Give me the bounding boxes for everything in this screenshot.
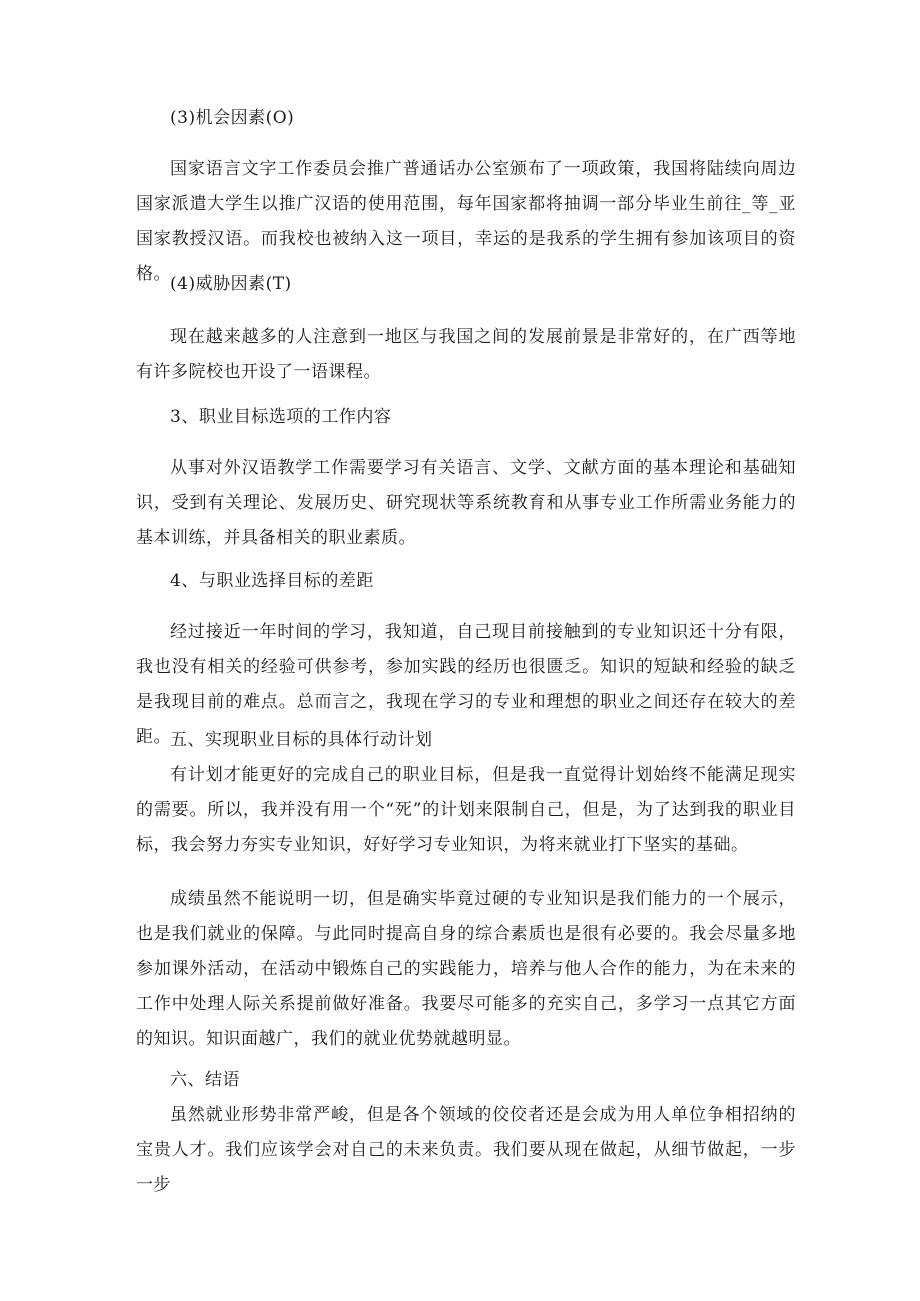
paragraph-conclusion: 虽然就业形势非常严峻，但是各个领域的佼佼者还是会成为用人单位争相招纳的宝贵人才。我们应该学会对自己的未来负责。我们要从现在做起，从细节做起，一步一步 bbox=[136, 1105, 796, 1195]
section-heading-threat: (4)威胁因素(T) bbox=[170, 274, 292, 294]
paragraph-opportunity: 国家语言文字工作委员会推广普通话办公室颁布了一项政策，我国将陆续向周边国家派遣大学生以推广汉语的使用范围，每年国家都将抽调一部分毕业生前往_等_亚国家教授汉语。而我校也被纳入这一项目，幸运的是我系的学生拥有参加该项目的资格。 bbox=[136, 159, 796, 284]
section-heading-gap: 4、与职业选择目标的差距 bbox=[170, 571, 374, 591]
section-heading-conclusion: 六、结语 bbox=[170, 1070, 240, 1090]
paragraph-action-plan: 有计划才能更好的完成自己的职业目标，但是我一直觉得计划始终不能满足现实的需要。所以，我并没有用一个“死”的计划来限制自己，但是，为了达到我的职业目标，我会努力夯实专业知识，好好学习专业知识，为将来就业打下坚实的基础。 bbox=[136, 765, 796, 855]
section-heading-action-plan: 五、实现职业目标的具体行动计划 bbox=[170, 730, 433, 750]
paragraph-grades: 成绩虽然不能说明一切，但是确实毕竟过硬的专业知识是我们能力的一个展示，也是我们就业的保障。与此同时提高自身的综合素质也是很有必要的。我会尽量多地参加课外活动，在活动中锻炼自己的实践能力，培养与他人合作的能力，为在未来的工作中处理人际关系提前做好准备。我要尽可能多的充实自己，多学习一点其它方面的知识。知识面越广，我们的就业优势就越明显。 bbox=[136, 889, 796, 1049]
section-heading-job-content: 3、职业目标选项的工作内容 bbox=[170, 407, 392, 427]
section-heading-opportunity: (3)机会因素(O) bbox=[170, 108, 295, 128]
paragraph-gap: 经过接近一年时间的学习，我知道，自己现目前接触到的专业知识还十分有限，我也没有相关的经验可供参考，参加实践的经历也很匮乏。知识的短缺和经验的缺乏是我现目前的难点。总而言之，我现在学习的专业和理想的职业之间还存在较大的差距。 bbox=[136, 622, 796, 747]
paragraph-job-content: 从事对外汉语教学工作需要学习有关语言、文学、文献方面的基本理论和基础知识，受到有关理论、发展历史、研究现状等系统教育和从事专业工作所需业务能力的基本训练，并具备相关的职业素质。 bbox=[136, 458, 796, 548]
paragraph-threat: 现在越来越多的人注意到一地区与我国之间的发展前景是非常好的，在广西等地有许多院校也开设了一语课程。 bbox=[136, 327, 796, 382]
